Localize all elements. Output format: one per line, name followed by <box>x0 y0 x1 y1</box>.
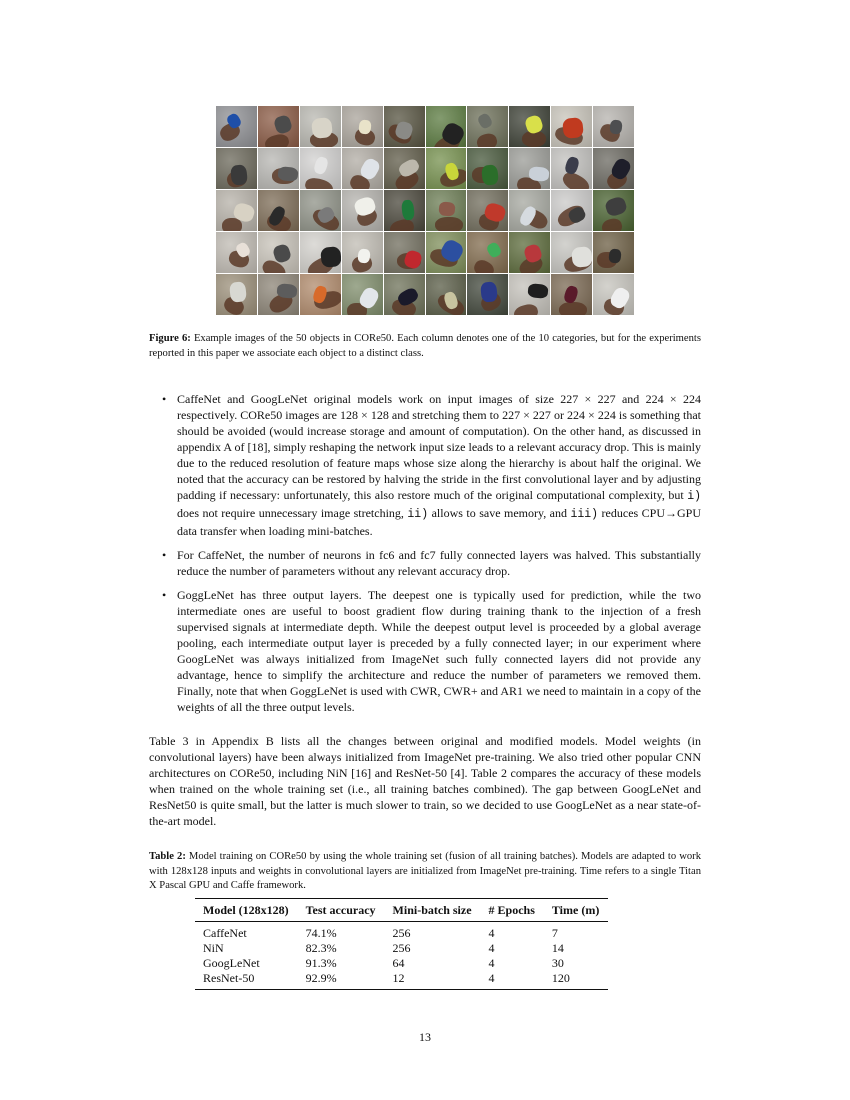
object-thumbnail <box>551 190 592 231</box>
table-header-row <box>195 899 608 922</box>
code-snippet: iii) <box>570 508 599 521</box>
object-thumbnail <box>216 148 257 189</box>
object-thumbnail <box>509 148 550 189</box>
object-thumbnail <box>593 106 634 147</box>
table-caption-text: Model training on CORe50 by using the whole training set (fusion of all training batches). Models are adapted to work with 128x128 inputs and weights in convolutional layers are initialized from ImageNet pre-training. Time refers to a single Titan X Pascal GPU and Caffe framework. <box>149 851 701 891</box>
object-thumbnail <box>258 190 299 231</box>
table-cell: CaffeNet <box>203 926 247 940</box>
table-cell: GoogLeNet <box>203 956 260 970</box>
object-thumbnail <box>593 232 634 273</box>
table-header-cell: Test accuracy <box>298 899 385 922</box>
object-thumbnail <box>300 106 341 147</box>
object-shape <box>276 283 297 299</box>
table-cell: ResNet-50 <box>203 971 255 985</box>
figure-caption-label: Figure 6: <box>149 333 191 344</box>
object-thumbnail <box>551 106 592 147</box>
table-caption <box>149 850 701 894</box>
table-row <box>195 922 608 942</box>
code-snippet: i) <box>687 490 701 503</box>
table-cell: 12 <box>392 971 405 985</box>
bullet-list <box>162 391 701 723</box>
object-thumbnail <box>342 274 383 315</box>
figure-caption-text: Example images of the 50 objects in CORe50. Each column denotes one of the 10 categories, but for the experiments reported in this paper we associate each object to a distinct class. <box>149 333 701 359</box>
object-thumbnail <box>384 106 425 147</box>
object-thumbnail <box>216 190 257 231</box>
object-thumbnail <box>426 148 467 189</box>
object-shape <box>438 201 455 217</box>
hand-shape <box>472 257 497 273</box>
object-thumbnail <box>551 232 592 273</box>
table-cell: NiN <box>203 941 224 955</box>
table-caption-label: Table 2: <box>149 851 186 862</box>
hand-shape <box>435 217 463 231</box>
object-thumbnail <box>384 190 425 231</box>
hand-shape <box>600 217 623 231</box>
bullet-item <box>162 587 701 715</box>
object-shape <box>529 166 550 182</box>
object-thumbnail <box>216 232 257 273</box>
table-cell: 4 <box>488 956 495 970</box>
table-cell: 82.3% <box>305 941 337 955</box>
object-thumbnail <box>467 274 508 315</box>
object-shape <box>320 246 341 268</box>
object-thumbnail <box>258 232 299 273</box>
object-thumbnail <box>509 232 550 273</box>
table-cell: 7 <box>551 926 558 940</box>
page-number: 13 <box>419 1030 431 1044</box>
table-cell: 91.3% <box>305 956 337 970</box>
object-thumbnail <box>467 232 508 273</box>
object-thumbnail <box>593 190 634 231</box>
table-cell: 92.9% <box>305 971 337 985</box>
hand-shape <box>476 132 499 147</box>
object-thumbnail <box>467 190 508 231</box>
object-thumbnail <box>384 148 425 189</box>
bullet-text: reduces CPU→GPU data transfer when loading mini-batches. <box>177 506 702 538</box>
bullet-text: allows to save memory, and <box>428 506 571 520</box>
table-header-cell: Time (m) <box>544 899 608 922</box>
table-row <box>195 956 608 971</box>
table-row <box>195 941 608 956</box>
object-thumbnail <box>216 106 257 147</box>
figure-caption <box>149 332 701 361</box>
table-header-cell: Mini-batch size <box>385 899 481 922</box>
object-shape <box>273 114 293 135</box>
table-cell: 256 <box>392 926 411 940</box>
object-thumbnail <box>467 148 508 189</box>
object-shape <box>528 283 549 299</box>
object-shape <box>277 166 298 182</box>
bullet-text: GoggLeNet has three output layers. The deepest one is typically used for prediction, while the two intermediate ones are useful to boost gradient flow during training thank to the injection of a fresh supervised signals at intermediate depth. While the deepest output level is proceeded by a global average pooling, each intermediate output layer is preceded by a fully connected layer; in our experiment where GoogLeNet was always initialized from ImageNet such fully connected layers did not provide any advantage, hence to simplify the architecture and reduce the number of parameters we removed them. Finally, note that when GoggLeNet is used with CWR, CWR+ and AR1 we need to maintain in a copy of the weights of all the three output levels. <box>177 588 701 714</box>
object-shape <box>481 164 499 186</box>
bullet-icon: • <box>162 548 167 562</box>
object-shape <box>229 281 247 303</box>
object-shape <box>477 112 494 130</box>
object-thumbnail <box>509 274 550 315</box>
hand-shape <box>560 169 592 189</box>
object-shape <box>486 241 503 259</box>
object-thumbnail <box>426 232 467 273</box>
object-thumbnail <box>551 274 592 315</box>
table-cell: 30 <box>551 956 564 970</box>
table-header-cell: Model (128x128) <box>195 899 298 922</box>
object-thumbnail <box>342 190 383 231</box>
object-shape <box>230 164 248 186</box>
table-cell: 256 <box>392 941 411 955</box>
object-thumbnail <box>300 232 341 273</box>
hand-shape <box>559 302 587 315</box>
object-thumbnail <box>426 190 467 231</box>
bullet-text: does not require unnecessary image stretching, <box>177 506 408 520</box>
hand-shape <box>303 176 334 189</box>
table-cell: 64 <box>392 956 405 970</box>
hand-shape <box>513 302 540 315</box>
object-thumbnail <box>342 148 383 189</box>
table-cell: 4 <box>488 971 495 985</box>
object-thumbnail <box>593 148 634 189</box>
object-thumbnail <box>300 274 341 315</box>
object-thumbnail <box>342 232 383 273</box>
object-thumbnail <box>258 274 299 315</box>
object-shape <box>604 195 628 217</box>
object-shape <box>311 117 333 139</box>
object-thumbnail <box>300 190 341 231</box>
object-shape <box>357 248 370 263</box>
object-shape <box>401 199 415 220</box>
table-cell: 120 <box>551 971 570 985</box>
object-thumbnail <box>384 274 425 315</box>
object-shape <box>609 119 622 134</box>
object-shape <box>358 119 371 134</box>
bullet-icon: • <box>162 588 167 602</box>
object-thumbnail <box>509 190 550 231</box>
bullet-icon: • <box>162 392 167 406</box>
bullet-item <box>162 391 701 539</box>
figure-image-grid <box>216 106 634 315</box>
table-cell: 4 <box>488 926 495 940</box>
object-shape <box>564 156 581 176</box>
body-paragraph: Table 3 in Appendix B lists all the changes between original and modified models. Model weights (in convolutional layers) have been always initialized from ImageNet pre-training. We also tried other popular CNN architectures on CORe50, including NiN [16] and ResNet-50 [4]. Table 2 compares the accuracy of these models when trained on the whole training set (i.e., all training batches combined). The gap between GoogLeNet and ResNet50 is quite small, but the latter is much slower to train, so we decided to use GoogLeNet as a near state-of-the-art model. <box>149 734 701 828</box>
object-thumbnail <box>467 106 508 147</box>
object-shape <box>312 156 329 176</box>
table-cell: 14 <box>551 941 564 955</box>
code-snippet: ii) <box>407 508 429 521</box>
object-thumbnail <box>384 232 425 273</box>
object-thumbnail <box>509 106 550 147</box>
results-table <box>195 898 608 990</box>
table-cell: 74.1% <box>305 926 337 940</box>
object-thumbnail <box>258 106 299 147</box>
hand-shape <box>263 132 290 147</box>
table-header-cell: # Epochs <box>481 899 544 922</box>
table-cell: 4 <box>488 941 495 955</box>
object-shape <box>608 248 621 263</box>
object-thumbnail <box>426 106 467 147</box>
object-shape <box>571 246 592 268</box>
hand-shape <box>522 131 546 147</box>
object-thumbnail <box>300 148 341 189</box>
bullet-text: CaffeNet and GoogLeNet original models work on input images of size 227 × 227 and 224 × 224 respectively. CORe50 images are 128 × 128 and stretching them to 227 × 227 or 224 × 224 is something that should be avoided (would increase storage and amount of computation). On the other hand, as discussed in appendix A of [18], simply reshaping the network input size leads to a relevant accuracy drop. This is mainly due to the reduced resolution of feature maps whose size along the hierarchy is about half the original. We noted that the accuracy can be restored by halving the stride in the first convolutional layer and by adjusting padding if necessary: unfortunately, this also restore much of the original computational complexity, but <box>177 392 701 502</box>
object-thumbnail <box>216 274 257 315</box>
bullet-text: For CaffeNet, the number of neurons in fc6 and fc7 fully connected layers was halved. This substantially reduce the number of parameters without any relevant accuracy drop. <box>177 548 701 578</box>
object-thumbnail <box>551 148 592 189</box>
bullet-item <box>162 547 701 579</box>
object-thumbnail <box>593 274 634 315</box>
table-row <box>195 971 608 990</box>
object-thumbnail <box>426 274 467 315</box>
object-thumbnail <box>258 148 299 189</box>
object-thumbnail <box>342 106 383 147</box>
